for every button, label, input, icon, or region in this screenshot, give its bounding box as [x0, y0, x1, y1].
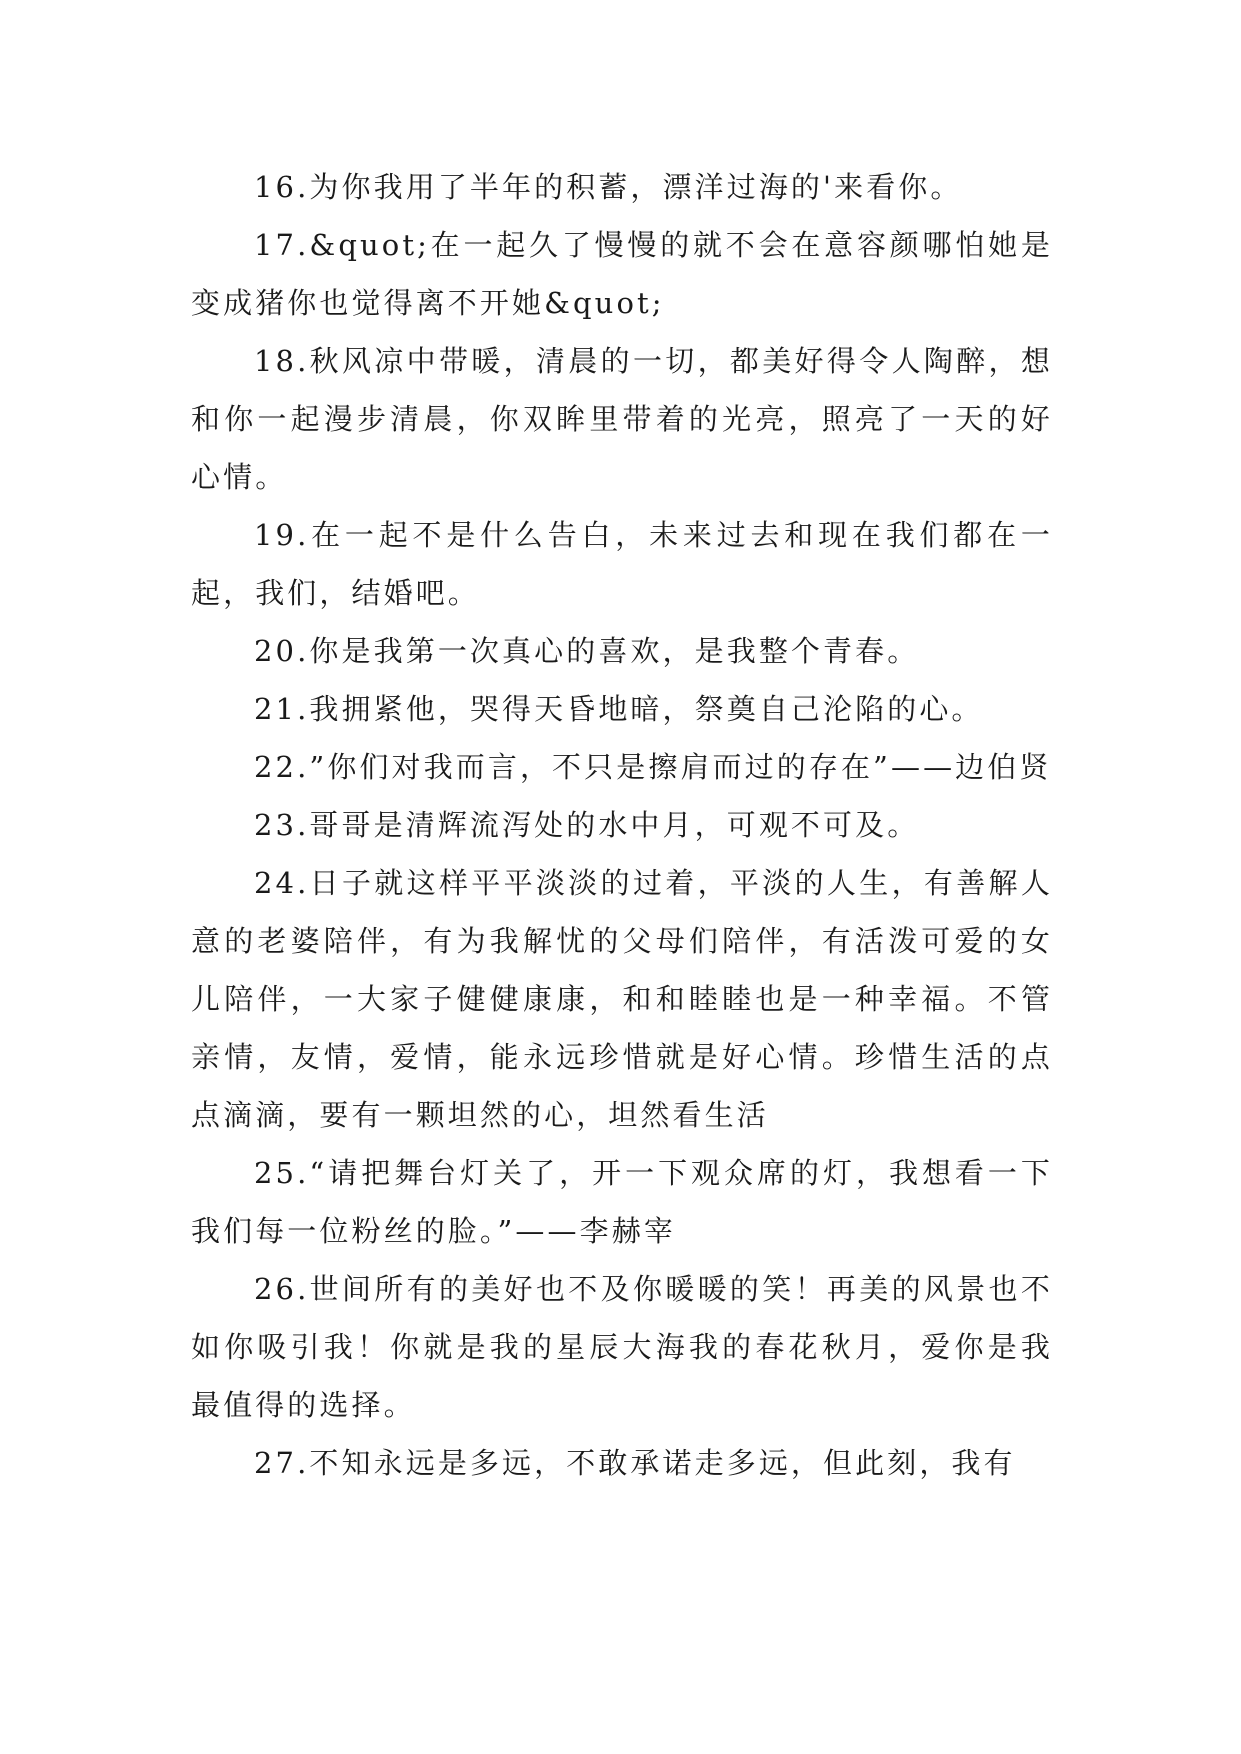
paragraph-21: 21.我拥紧他，哭得天昏地暗，祭奠自己沦陷的心。	[254, 692, 984, 726]
paragraph-20: 20.你是我第一次真心的喜欢，是我整个青春。	[254, 634, 920, 668]
document-body	[191, 158, 1053, 1492]
paragraph-26: 26.世间所有的美好也不及你暖暖的笑！再美的风景也不如你吸引我！你就是我的星辰大海我的春花秋月，爱你是我最值得的选择。	[191, 1272, 1053, 1422]
paragraph-25: 25.“请把舞台灯关了，开一下观众席的灯，我想看一下我们每一位粉丝的脸。”——李赫宰	[191, 1156, 1053, 1248]
paragraph-17: 17.&quot;在一起久了慢慢的就不会在意容颜哪怕她是变成猪你也觉得离不开她&quot;	[191, 228, 1053, 320]
paragraph-23: 23.哥哥是清辉流泻处的水中月，可观不可及。	[254, 808, 920, 842]
paragraph-19: 19.在一起不是什么告白，未来过去和现在我们都在一起，我们，结婚吧。	[191, 518, 1053, 610]
paragraph-24: 24.日子就这样平平淡淡的过着，平淡的人生，有善解人意的老婆陪伴，有为我解忧的父母们陪伴，有活泼可爱的女儿陪伴，一大家子健健康康，和和睦睦也是一种幸福。不管亲情，友情，爱情，能永远珍惜就是好心情。珍惜生活的点点滴滴，要有一颗坦然的心，坦然看生活	[191, 866, 1053, 1132]
paragraph-16: 16.为你我用了半年的积蓄，漂洋过海的'来看你。	[254, 170, 963, 204]
paragraph-27: 27.不知永远是多远，不敢承诺走多远，但此刻，我有	[254, 1446, 1016, 1480]
paragraph-22: 22.”你们对我而言，不只是擦肩而过的存在”——边伯贤	[254, 750, 1052, 784]
paragraph-18: 18.秋风凉中带暖，清晨的一切，都美好得令人陶醉，想和你一起漫步清晨，你双眸里带着的光亮，照亮了一天的好心情。	[191, 344, 1053, 494]
